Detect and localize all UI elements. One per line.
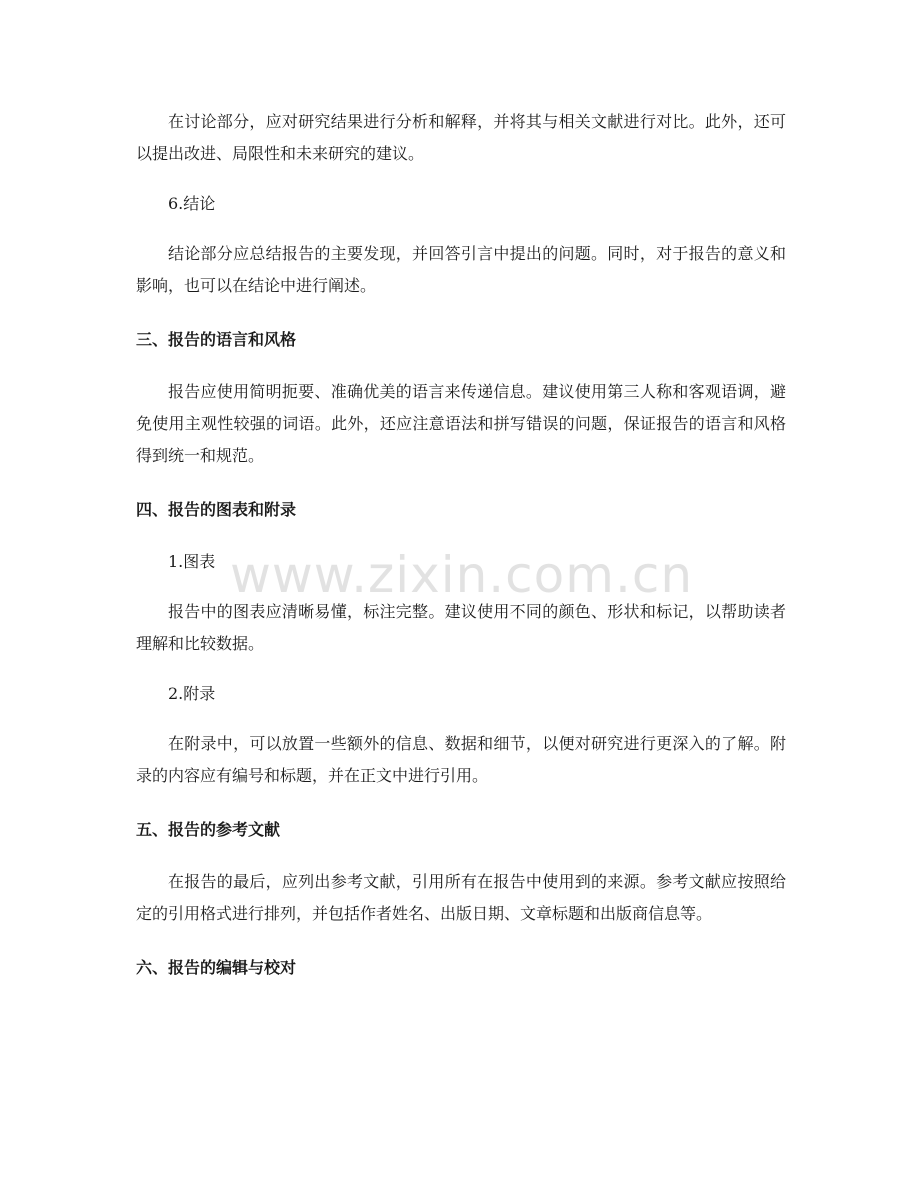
document-body [136,106,786,984]
section-heading-references: 五、报告的参考文献 [136,820,281,839]
appendix-paragraph: 在附录中，可以放置一些额外的信息、数据和细节，以便对研究进行更深入的了解。附录的内容应有编号和标题，并在正文中进行引用。 [136,734,786,785]
conclusion-paragraph: 结论部分应总结报告的主要发现，并回答引言中提出的问题。同时，对于报告的意义和影响，也可以在结论中进行阐述。 [136,244,786,295]
watermark: www.zixin.com.cn [230,546,694,604]
language-style-paragraph: 报告应使用简明扼要、准确优美的语言来传递信息。建议使用第三人称和客观语调，避免使用主观性较强的词语。此外，还应注意语法和拼写错误的问题，保证报告的语言和风格得到统一和规范。 [136,382,786,465]
subheading-conclusion: 6.结论 [168,194,216,213]
subheading-appendix: 2.附录 [168,684,216,703]
discussion-paragraph: 在讨论部分，应对研究结果进行分析和解释，并将其与相关文献进行对比。此外，还可以提出改进、局限性和未来研究的建议。 [136,112,786,163]
section-heading-editing-proofreading: 六、报告的编辑与校对 [136,958,297,977]
section-heading-charts-appendix: 四、报告的图表和附录 [136,500,297,519]
references-paragraph: 在报告的最后，应列出参考文献，引用所有在报告中使用到的来源。参考文献应按照给定的引用格式进行排列，并包括作者姓名、出版日期、文章标题和出版商信息等。 [136,872,786,923]
charts-paragraph: 报告中的图表应清晰易懂，标注完整。建议使用不同的颜色、形状和标记，以帮助读者理解和比较数据。 [136,602,786,653]
subheading-charts: 1.图表 [168,552,216,571]
section-heading-language-style: 三、报告的语言和风格 [136,330,297,349]
